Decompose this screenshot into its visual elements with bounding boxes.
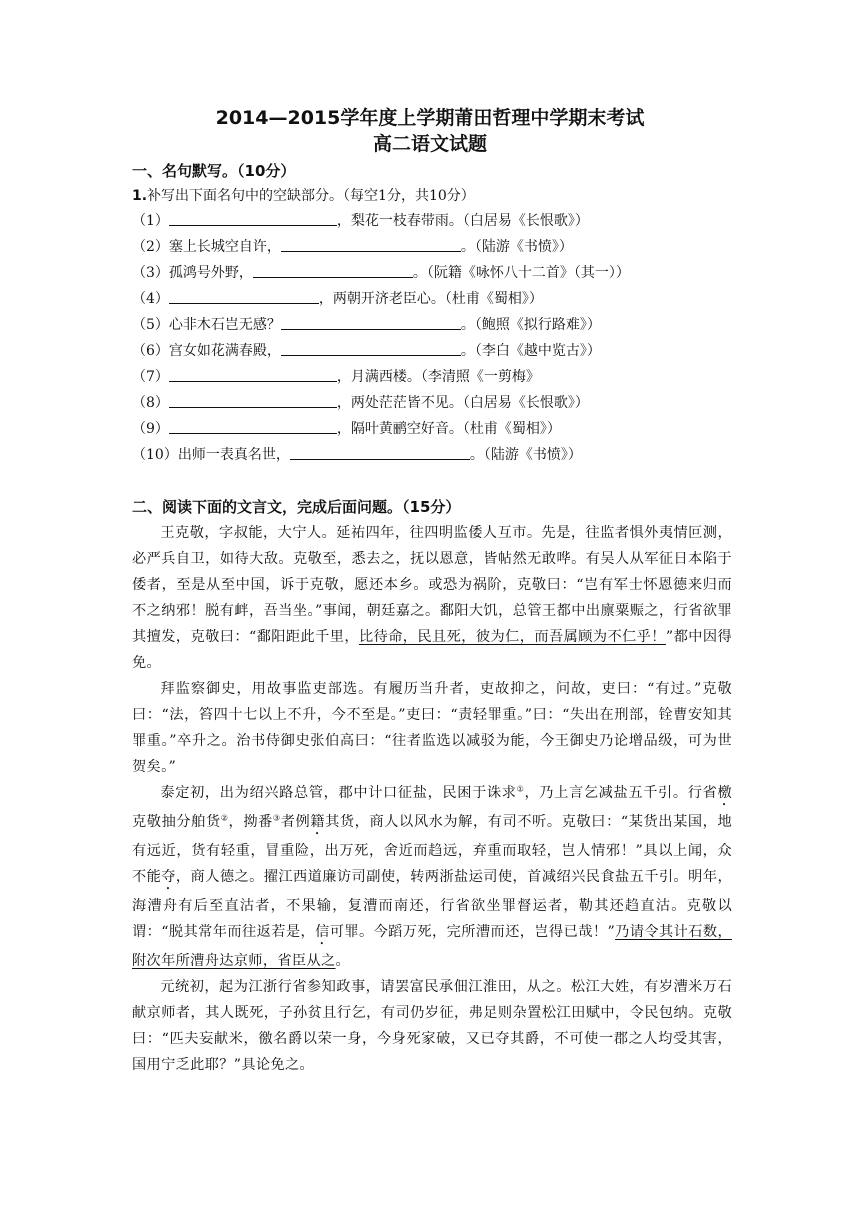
- text-run: 。: [335, 953, 351, 969]
- item-after: ，两处茫茫皆不见。（白居易《长恨歌》）: [336, 395, 589, 411]
- fill-item: [132, 390, 752, 416]
- item-after: ，月满西楼。（李清照《一剪梅》: [336, 369, 540, 385]
- section2-heading: 二、阅读下面的文言文，完成后面问题。（15分）: [132, 498, 461, 516]
- underlined-sentence: 乃请令其计石数，附次年所漕舟达京师，省臣从之: [132, 924, 732, 969]
- passage-paragraph-1: [132, 520, 732, 676]
- item-number: （6）: [132, 343, 169, 359]
- dotted-word: 信: [315, 924, 330, 940]
- fill-item: [132, 338, 752, 364]
- answer-blank[interactable]: [169, 366, 337, 382]
- item-after: 。（鲍照《拟行路难》）: [460, 317, 601, 333]
- footnote-marker: ②: [220, 813, 229, 823]
- text-run: 王克敬，字叔能，大宁人。延祐四年，往四明监倭人互市。先是，往监者惧外夷情叵测，必严兵自卫，如待大敌。克敬至，悉去之，抚以恩意，皆帖然无敢哗。有吴人从军征日本陷于倭者，至是从至中国，诉于克敬，愿还本乡。或恐为祸阶，克敬曰：“岂有军士怀恩德来归而不之纳邪！脱有衅，吾当坐。”事闻，朝廷嘉之。鄱阳大饥，总管王都中出廪粟赈之，行省欲罪其擅发，克敬曰：“鄱阳距此千里，: [132, 525, 732, 645]
- fill-item: [132, 364, 752, 390]
- fill-item: [132, 442, 752, 468]
- text-run: 可罪。今蹈万死，完所漕而还，岂得已哉！”: [329, 924, 616, 940]
- answer-blank[interactable]: [290, 444, 470, 460]
- question-1-prompt: [132, 185, 475, 207]
- dotted-word: 籍: [310, 814, 326, 830]
- passage-paragraph-4: 元统初，起为江浙行省参知政事，请罢富民承佃江淮田，从之。松江大姓，有岁漕米万石献京师者，其人既死，子孙贫且行乞，有司仍岁征，弗足则杂置松江田赋中，令民包纳。克敬曰：“匹夫妄献米，徼名爵以荣一身，今身死家破，又已夺其爵，不可使一郡之人均受其害，国用宁乏此耶？”具论免之。: [132, 979, 732, 1073]
- item-after: ，梨花一枝春带雨。（白居易《长恨歌》）: [336, 213, 589, 229]
- exam-title: 2014—2015学年度上学期莆田哲理中学期末考试: [215, 107, 645, 129]
- text-run: 泰定初，出为绍兴路总管，郡中计口征盐，民困于诛求: [160, 785, 517, 801]
- fill-item: [132, 208, 752, 234]
- fill-item: [132, 234, 752, 260]
- item-before: 塞上长城空自许，: [168, 239, 281, 255]
- section1-heading: 一、名句默写。（10分）: [132, 162, 296, 180]
- item-after: 。（李白《越中览古》）: [460, 343, 601, 359]
- item-number: （7）: [132, 369, 169, 385]
- exam-subtitle: 高二语文试题: [372, 133, 487, 155]
- text-run: ，乃上言乞减盐五千引。行省: [524, 785, 718, 801]
- footnote-marker: ③: [272, 813, 281, 823]
- item-before: 宫女如花满春殿，: [168, 343, 281, 359]
- dotted-word: 夺: [161, 869, 176, 885]
- answer-blank[interactable]: [169, 210, 337, 226]
- underlined-sentence: 比待命，民且死，彼为仁，而吾属顾为不仁乎！: [358, 629, 666, 645]
- answer-blank[interactable]: [253, 262, 413, 278]
- item-before: 出师一表真名世，: [177, 447, 290, 463]
- item-before: 孤鸿号外野，: [168, 265, 253, 281]
- item-number: （5）: [132, 317, 169, 333]
- text-run: ”都中因得免。: [132, 629, 732, 671]
- text-run: ，商人德之。擢江西道廉访司副使，转两浙盐运司使，首减绍兴民食盐五千引。明年，海漕舟有后至直沽者，不果输，复漕而南还，行省欲坐罪督运者，勒其还趋直沽。克敬以谓：“脱其常年而往返若是，: [132, 869, 732, 940]
- item-number: （9）: [132, 421, 169, 437]
- fill-item: [132, 312, 752, 338]
- answer-blank[interactable]: [281, 314, 461, 330]
- item-after: 。（阮籍《咏怀八十二首》（其一））: [412, 265, 630, 281]
- item-before: 心非木石岂无感？: [168, 317, 281, 333]
- answer-blank[interactable]: [169, 418, 337, 434]
- text-run: 克敬抽分舶货: [132, 814, 221, 830]
- dotted-word: 檄: [717, 785, 732, 801]
- answer-blank[interactable]: [169, 392, 337, 408]
- passage-paragraph-2: 拜监察御史，用故事监吏部选。有履历当升者，吏故抑之，问故，吏曰：“有过。”克敬曰：“法，笞四十七以上不升，今不至是。”吏曰：“责轻罪重。”曰：“失出在刑部，铨曹安知其罪重。”卒升之。治书侍御史张伯高曰：“往者监选以减驳为能，今王御史乃论增品级，可为世贺矣。”: [132, 681, 732, 775]
- item-number: （10）: [132, 447, 178, 463]
- classical-passage: [132, 520, 732, 1078]
- item-number: （2）: [132, 239, 169, 255]
- item-after: 。（陆游《书愤》）: [460, 239, 573, 255]
- footnote-marker: ①: [516, 784, 525, 794]
- item-after: ，两朝开济老臣心。（杜甫《蜀相》）: [318, 291, 543, 307]
- fill-item: [132, 260, 752, 286]
- question-text: 补写出下面名句中的空缺部分。（每空1分，共10分）: [147, 188, 475, 204]
- answer-blank[interactable]: [281, 340, 461, 356]
- text-run: ，拗番: [228, 814, 273, 830]
- fill-in-list: [132, 208, 752, 468]
- item-number: （4）: [132, 291, 169, 307]
- item-number: （1）: [132, 213, 169, 229]
- text-run: 者例: [280, 814, 311, 830]
- item-after: ，隔叶黄鹂空好音。（杜甫《蜀相》）: [336, 421, 561, 437]
- item-number: （3）: [132, 265, 169, 281]
- fill-item: [132, 416, 752, 442]
- fill-item: [132, 286, 752, 312]
- item-number: （8）: [132, 395, 169, 411]
- question-number: 1.: [132, 188, 148, 204]
- item-after: 。（陆游《书愤》）: [469, 447, 582, 463]
- passage-paragraph-3: [132, 780, 732, 974]
- answer-blank[interactable]: [281, 236, 461, 252]
- text-run: 其货，商人以风水为解，有司不听。克敬曰：“某货出某国，地有远近，货有轻重，冒重险，出万死，舍近而趋远，弃重而取轻，岂人情邪！”具以上闻，众不能: [132, 814, 732, 885]
- answer-blank[interactable]: [169, 288, 319, 304]
